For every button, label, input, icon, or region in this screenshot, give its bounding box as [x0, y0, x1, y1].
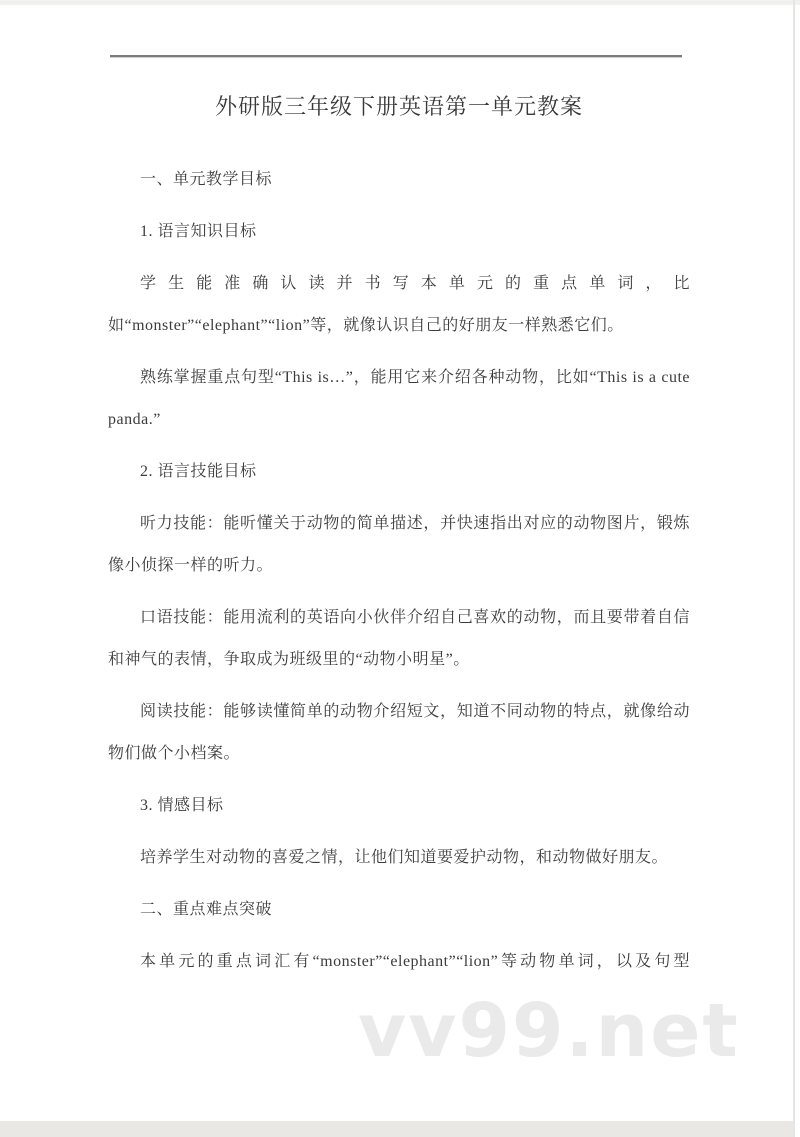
- section-heading: 1. 语言知识目标: [140, 223, 257, 240]
- document-content: [108, 0, 690, 993]
- paragraph: 培养学生对动物的喜爱之情，让他们知道要爱护动物，和动物做好朋友。: [140, 849, 669, 866]
- paragraph: 口语技能：能用流利的英语向小伙伴介绍自己喜欢的动物，而且要带着自信和神气的表情，争取成为班级里的“动物小明星”。: [108, 609, 690, 668]
- section-heading: 一、单元教学目标: [140, 171, 273, 188]
- section-heading: 2. 语言技能目标: [140, 463, 257, 480]
- section-heading: 二、重点难点突破: [140, 901, 273, 918]
- page-right-edge: [793, 0, 795, 1137]
- paragraph: 本单元的重点词汇有“monster”“elephant”“lion”等动物单词，以及句型: [140, 953, 690, 970]
- paragraph: 阅读技能：能够读懂简单的动物介绍短文，知道不同动物的特点，就像给动物们做个小档案。: [108, 703, 690, 762]
- paragraph: 听力技能：能听懂关于动物的简单描述，并快速指出对应的动物图片，锻炼像小侦探一样的听力。: [108, 515, 690, 574]
- paragraph: 学生能准确认读并书写本单元的重点单词，比如“monster”“elephant”“lion”等，就像认识自己的好朋友一样熟悉它们。: [108, 275, 690, 334]
- document-body: [108, 159, 690, 983]
- watermark: vv99.net: [358, 988, 740, 1074]
- section-heading: 3. 情感目标: [140, 797, 224, 814]
- page-bottom-edge: [0, 1121, 793, 1137]
- document-title: 外研版三年级下册英语第一单元教案: [214, 94, 583, 119]
- paragraph: 熟练掌握重点句型“This is…”，能用它来介绍各种动物，比如“This is a cute panda.”: [108, 369, 690, 428]
